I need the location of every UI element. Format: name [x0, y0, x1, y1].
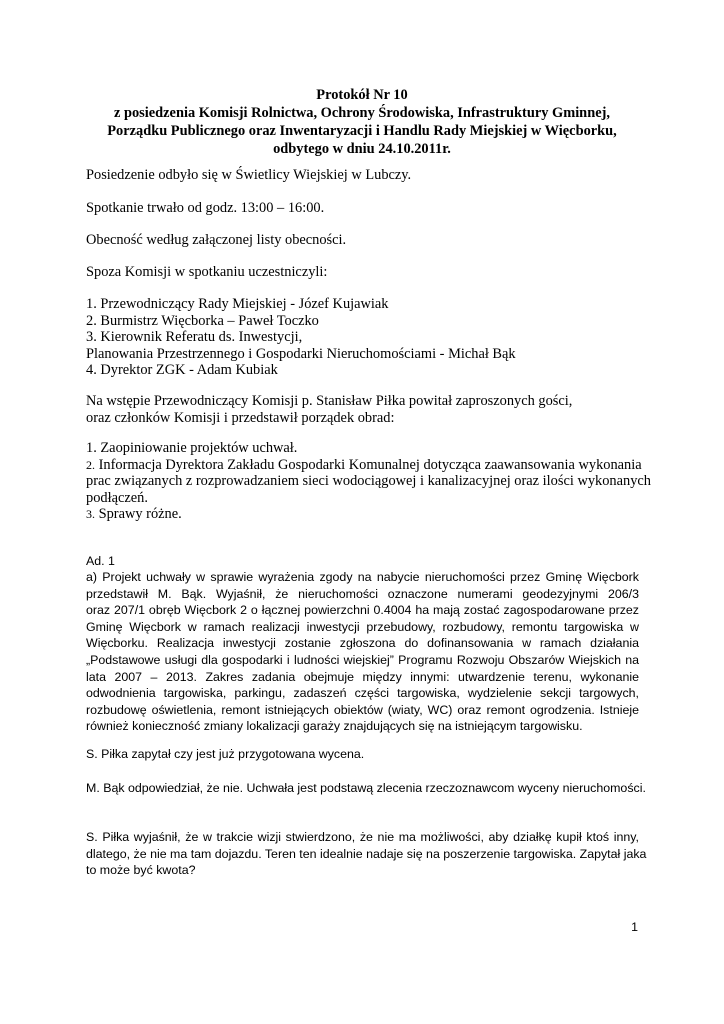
header-line: Porządku Publicznego oraz Inwentaryzacji i Handlu Rady Miejskiej w Więcborku,	[107, 123, 617, 139]
paragraph-line: S. Piłka wyjaśnił, że w trakcie wizji stwierdzono, że nie ma możliwości, aby działkę kupił ktoś inny,	[86, 830, 639, 844]
attendance-note: Obecność według załączonej listy obecności.	[86, 232, 347, 248]
list-item: 4. Dyrektor ZGK - Adam Kubiak	[86, 362, 278, 378]
agenda-item-number: 2.	[86, 457, 95, 472]
header-line: z posiedzenia Komisji Rolnictwa, Ochrony Środowiska, Infrastruktury Gminnej,	[114, 105, 610, 121]
protocol-header	[86, 86, 638, 158]
paragraph-line: rozbudowę oświetlenia, remont istniejących obiektów (wiaty, WC) oraz remont ogrodzenia. Istnieje	[86, 702, 639, 717]
paragraph-line: a) Projekt uchwały w sprawie wyrażenia zgody na nabycie nieruchomości przez Gminę Więcbork	[86, 570, 639, 584]
header-line: odbytego w dniu 24.10.2011r.	[273, 141, 451, 157]
paragraph-line: lata 2007 – 2013. Zakres zadania obejmuje między innymi: utwardzenie terenu, wykonanie	[86, 669, 639, 684]
agenda-item-number: 3.	[86, 507, 95, 521]
list-item: 3. Kierownik Referatu ds. Inwestycji,	[86, 329, 303, 345]
protocol-title: Protokół Nr 10	[316, 87, 408, 103]
agenda-item-2	[86, 457, 646, 474]
paragraph-line: oraz 207/1 obręb Więcbork 2 o łącznej powierzchni 0.4004 ha mają zostać zagospodarowane przez	[86, 603, 639, 618]
ad1-paragraph	[86, 569, 639, 735]
opening-line: oraz członków Komisji i przedstawił porządek obrad:	[86, 409, 395, 426]
agenda-item-3	[86, 506, 646, 523]
agenda-item-text: Sprawy różne.	[95, 506, 182, 522]
paragraph-line: dlatego, że nie ma tam dojazdu. Teren ten idealnie nadaje się na poszerzenie targowiska. Zapytał jaka	[86, 846, 647, 861]
guests-heading: Spoza Komisji w spotkaniu uczestniczyli:	[86, 264, 328, 280]
meeting-time: Spotkanie trwało od godz. 13:00 – 16:00.	[86, 200, 325, 216]
agenda-item-2-continued: podłączeń.	[86, 489, 148, 506]
explanation-paragraph	[86, 829, 647, 879]
opening-paragraph	[86, 393, 646, 426]
paragraph-line: Więcborku. Realizacja inwestycji zostanie zgłoszona do dofinansowania w ramach działania	[86, 636, 639, 651]
paragraph-line: Gminę Więcbork w ramach realizacji inwestycji przebudowy, rozbudowy, remontu targowiska w	[86, 619, 639, 634]
opening-line: Na wstępie Przewodniczący Komisji p. Stanisław Piłka powitał zaproszonych gości,	[86, 393, 573, 409]
question-paragraph: S. Piłka zapytał czy jest już przygotowana wycena.	[86, 747, 365, 761]
paragraph-line: odwodnienia targowiska, parkingu, zadaszeń części targowiska, wydzielenie sekcji targowych,	[86, 686, 639, 701]
agenda-item-text: Informacja Dyrektora Zakładu Gospodarki Komunalnej dotycząca zaawansowania wykonania	[95, 456, 642, 473]
guests-list	[86, 296, 646, 379]
agenda-list	[86, 440, 651, 523]
paragraph-line: to może być kwota?	[86, 863, 196, 878]
agenda-item-1: 1. Zaopiniowanie projektów uchwał.	[86, 440, 298, 456]
answer-paragraph: M. Bąk odpowiedział, że nie. Uchwała jest podstawą zlecenia rzeczoznawcom wyceny nieruchomości.	[86, 781, 646, 795]
list-item: 1. Przewodniczący Rady Miejskiej - Józef Kujawiak	[86, 296, 389, 312]
agenda-item-2-continued: prac związanych z rozprowadzaniem sieci wodociągowej i kanalizacyjnej oraz ilości wykonanych	[86, 473, 651, 489]
paragraph-line: przedstawił M. Bąk. Wyjaśnił, że nieruchomości oznaczone numerami geodezyjnymi 206/3	[86, 586, 639, 601]
meeting-place: Posiedzenie odbyło się w Świetlicy Wiejskiej w Lubczy.	[86, 167, 412, 183]
ad1-heading: Ad. 1	[86, 554, 115, 568]
list-item: 2. Burmistrz Więcborka – Paweł Toczko	[86, 312, 319, 329]
paragraph-line: „Podstawowe usługi dla gospodarki i ludności wiejskiej” Programu Rozwoju Obszarów Wiejskich na	[86, 652, 639, 667]
paragraph-line: również konieczność zmiany lokalizacji garaży znajdujących się na istniejącym targowisku.	[86, 719, 583, 734]
list-item: Planowania Przestrzennego i Gospodarki Nieruchomościami - Michał Bąk	[86, 345, 516, 362]
page-number: 1	[631, 920, 638, 934]
